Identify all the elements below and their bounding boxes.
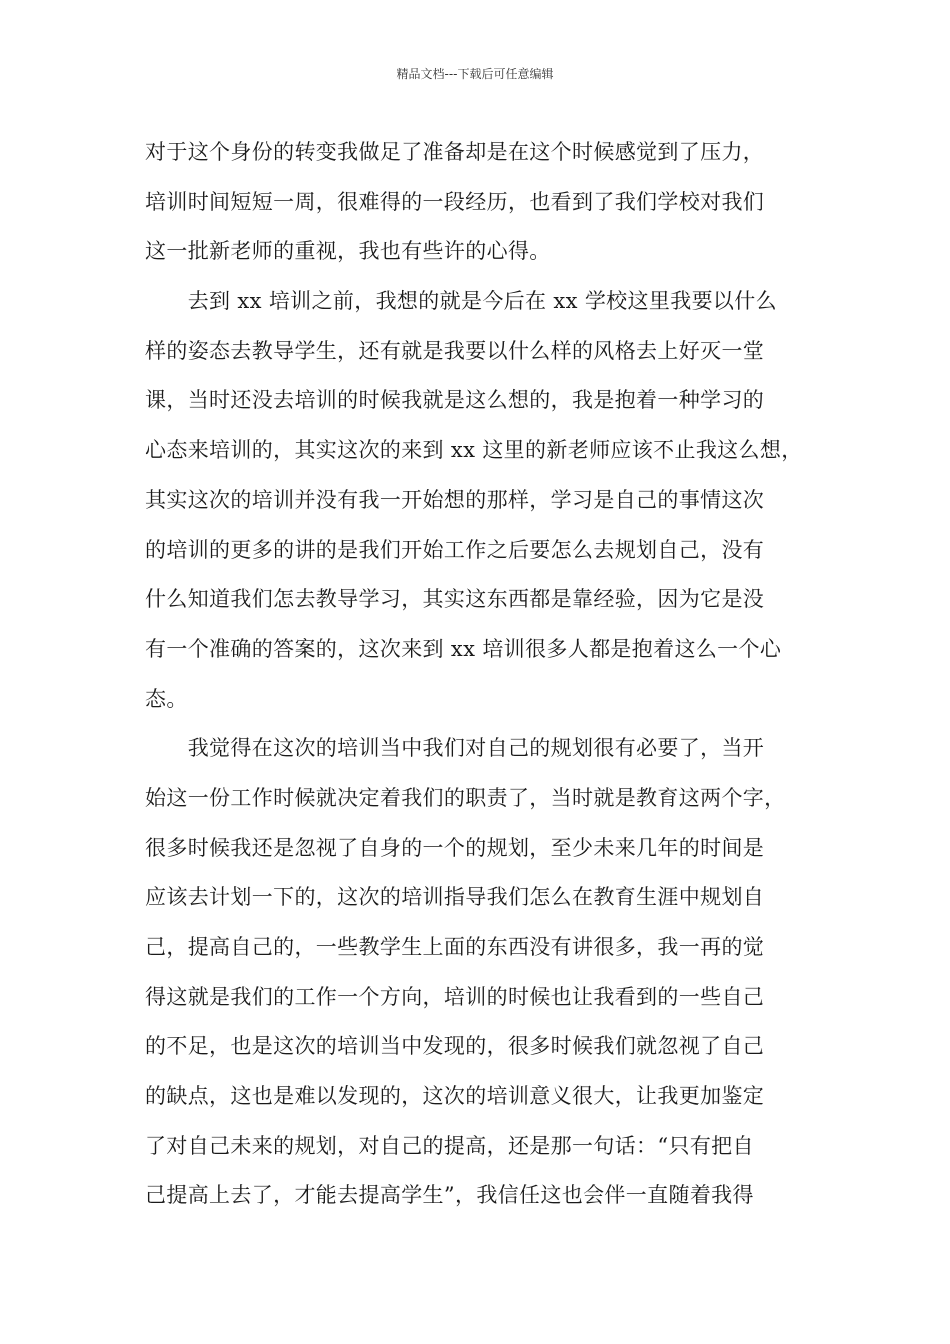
text-line: 了对自己未来的规划，对自己的提高，还是那一句话：“只有把自 <box>145 1133 754 1158</box>
text-line: 得这就是我们的工作一个方向，培训的时候也让我看到的一些自己 <box>145 984 765 1009</box>
text-line: 样的姿态去教导学生，还有就是我要以什么样的风格去上好灭一堂 <box>145 338 765 363</box>
text-line: 其实这次的培训并没有我一开始想的那样，学习是自己的事情这次 <box>145 487 765 512</box>
text-line: 己，提高自己的，一些教学生上面的东西没有讲很多，我一再的觉 <box>145 935 765 959</box>
text-line: 的不足，也是这次的培训当中发现的，很多时候我们就忽视了自己 <box>145 1034 765 1059</box>
text-line: 培训时间短短一周，很难得的一段经历，也看到了我们学校对我们 <box>145 189 765 214</box>
text-line: 什么知道我们怎去教导学习，其实这东西都是靠经验，因为它是没 <box>145 587 765 612</box>
text-line: 有一个准确的答案的，这次来到 xx 培训很多人都是抱着这么一个心 <box>145 636 782 661</box>
text-line: 我觉得在这次的培训当中我们对自己的规划很有必要了，当开 <box>145 736 765 761</box>
text-line: 心态来培训的，其实这次的来到 xx 这里的新老师应该不止我这么想， <box>145 438 803 463</box>
text-line: 应该去计划一下的，这次的培训指导我们怎么在教育生涯中规划自 <box>145 885 765 910</box>
document-body <box>145 128 817 1221</box>
text-line: 对于这个身份的转变我做足了准备却是在这个时候感觉到了压力， <box>145 140 765 164</box>
text-line: 态。 <box>145 686 188 711</box>
text-line: 去到 xx 培训之前，我想的就是今后在 xx 学校这里我要以什么 <box>145 289 777 314</box>
page-header: 精品文档---下载后可任意编辑 <box>396 67 554 81</box>
text-line: 很多时候我还是忽视了自身的一个的规划，至少未来几年的时间是 <box>145 835 765 860</box>
text-line: 课，当时还没去培训的时候我就是这么想的，我是抱着一种学习的 <box>145 388 765 413</box>
text-line: 的培训的更多的讲的是我们开始工作之后要怎么去规划自己，没有 <box>145 537 765 562</box>
text-line: 始这一份工作时候就决定着我们的职责了，当时就是教育这两个字， <box>145 785 786 810</box>
text-line: 己提高上去了，才能去提高学生”，我信任这也会伴一直随着我得 <box>145 1183 754 1208</box>
text-line: 这一批新老师的重视，我也有些许的心得。 <box>145 239 551 264</box>
text-line: 的缺点，这也是难以发现的，这次的培训意义很大，让我更加鉴定 <box>145 1084 765 1109</box>
